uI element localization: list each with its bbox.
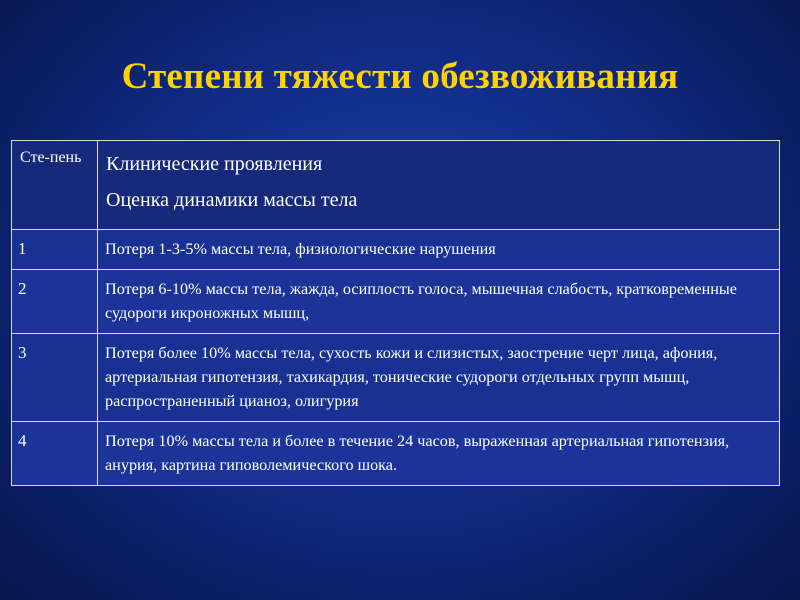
degree-cell: 4 bbox=[12, 422, 98, 486]
header-weight-label: Оценка динамики массы тела bbox=[106, 189, 358, 211]
table-row bbox=[12, 422, 780, 486]
dehydration-table bbox=[11, 140, 780, 486]
header-clinical-label: Клинические проявления bbox=[106, 153, 323, 175]
table-row bbox=[12, 270, 780, 334]
degree-cell: 3 bbox=[12, 334, 98, 422]
header-description-cell bbox=[98, 141, 780, 230]
header-degree-cell: Сте-пень bbox=[12, 141, 98, 230]
description-cell: Потеря более 10% массы тела, сухость кожи и слизистых, заострение черт лица, афония, артериальная гипотензия, тахикардия, тонические судороги отдельных групп мышц, распространенный цианоз, олигурия bbox=[98, 334, 780, 422]
description-cell: Потеря 10% массы тела и более в течение 24 часов, выраженная артериальная гипотензия, анурия, картина гиповолемического шока. bbox=[98, 422, 780, 486]
table-row bbox=[12, 334, 780, 422]
description-cell: Потеря 1-3-5% массы тела, физиологические нарушения bbox=[98, 230, 780, 270]
slide-title: Степени тяжести обезвоживания bbox=[121, 56, 679, 97]
description-cell: Потеря 6-10% массы тела, жажда, осиплость голоса, мышечная слабость, кратковременные судороги икроножных мышц, bbox=[98, 270, 780, 334]
degree-cell: 2 bbox=[12, 270, 98, 334]
degree-cell: 1 bbox=[12, 230, 98, 270]
table-header-row bbox=[12, 141, 780, 230]
table-row bbox=[12, 230, 780, 270]
